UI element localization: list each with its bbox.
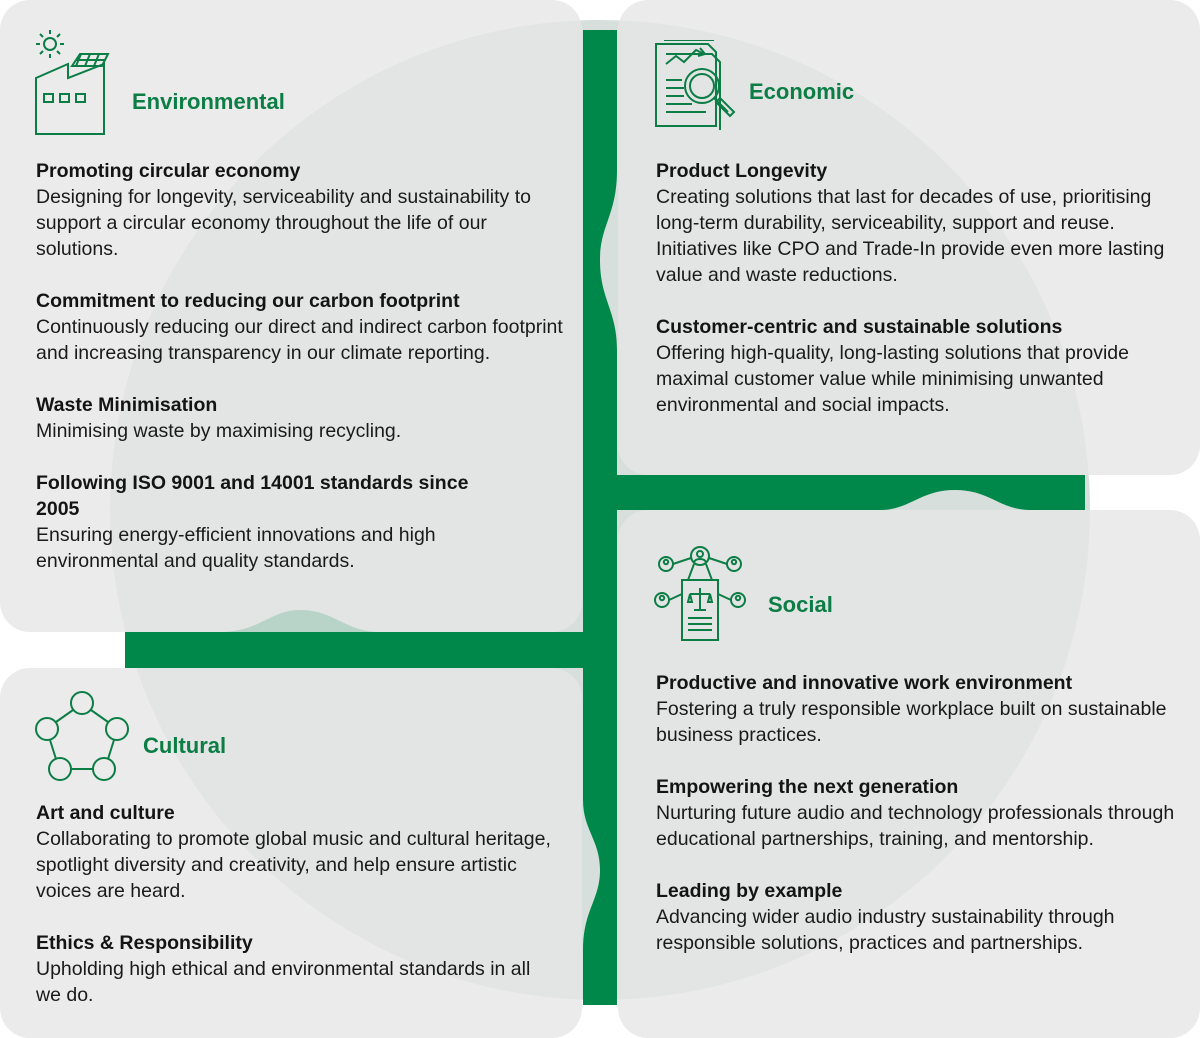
item-title: Following ISO 9001 and 14001 standards since 2005 xyxy=(36,472,469,520)
cultural-title: Cultural xyxy=(143,733,227,758)
list-item xyxy=(36,392,566,444)
item-title: Art and culture xyxy=(36,802,175,824)
item-title: Leading by example xyxy=(656,880,843,902)
pentagon-network-icon xyxy=(32,690,132,784)
list-item xyxy=(656,158,1176,288)
social-title: Social xyxy=(768,592,833,617)
item-title: Waste Minimisation xyxy=(36,394,218,416)
item-description: Offering high-quality, long-lasting solutions that provide maximal customer value while minimising unwanted environmental and social impacts. xyxy=(656,342,1129,416)
environmental-panel xyxy=(0,0,582,632)
list-item xyxy=(656,878,1176,956)
item-title: Ethics & Responsibility xyxy=(36,932,253,954)
right-connector xyxy=(617,475,1085,510)
item-description: Ensuring energy-efficient innovations and high environmental and quality standards. xyxy=(36,524,436,572)
economic-panel xyxy=(618,0,1200,475)
environmental-items xyxy=(36,158,566,600)
economic-items xyxy=(656,158,1176,444)
list-item xyxy=(36,158,566,262)
item-title: Commitment to reducing our carbon footprint xyxy=(36,290,460,312)
cultural-panel xyxy=(0,668,582,1038)
list-item xyxy=(656,670,1176,748)
list-item xyxy=(656,314,1176,418)
item-description: Upholding high ethical and environmental standards in all we do. xyxy=(36,958,531,1006)
item-description: Fostering a truly responsible workplace built on sustainable business practices. xyxy=(656,698,1167,746)
item-title: Productive and innovative work environment xyxy=(656,672,1073,694)
item-title: Promoting circular economy xyxy=(36,160,301,182)
people-network-scales-icon xyxy=(652,546,748,642)
item-description: Continuously reducing our direct and indirect carbon footprint and increasing transparency in our climate reporting. xyxy=(36,316,563,364)
item-title: Product Longevity xyxy=(656,160,828,182)
list-item xyxy=(36,288,566,366)
list-item xyxy=(36,930,556,1008)
document-magnifier-chart-icon xyxy=(652,40,744,130)
social-panel xyxy=(618,510,1200,1038)
list-item xyxy=(656,774,1176,852)
item-description: Designing for longevity, serviceability and sustainability to support a circular economy throughout the life of our solutions. xyxy=(36,186,531,260)
item-description: Creating solutions that last for decades of use, prioritising long-term durability, serviceability, support and reuse. Initiatives like CPO and Trade-In provide even more lasting value and waste reductions. xyxy=(656,186,1165,286)
economic-title: Economic xyxy=(749,79,855,104)
item-description: Advancing wider audio industry sustainability through responsible solutions, practices and partnerships. xyxy=(656,906,1115,954)
cultural-items xyxy=(36,800,556,1034)
factory-solar-icon xyxy=(30,28,110,138)
item-description: Collaborating to promote global music and cultural heritage, spotlight diversity and creativity, and help ensure artistic voices are heard. xyxy=(36,828,551,902)
item-description: Nurturing future audio and technology professionals through educational partnerships, training, and mentorship. xyxy=(656,802,1175,850)
social-items xyxy=(656,670,1176,982)
environmental-title: Environmental xyxy=(132,89,285,114)
item-description: Minimising waste by maximising recycling. xyxy=(36,420,402,442)
item-title: Empowering the next generation xyxy=(656,776,959,798)
list-item xyxy=(36,800,556,904)
item-title: Customer-centric and sustainable solutions xyxy=(656,316,1063,338)
list-item xyxy=(36,470,486,574)
